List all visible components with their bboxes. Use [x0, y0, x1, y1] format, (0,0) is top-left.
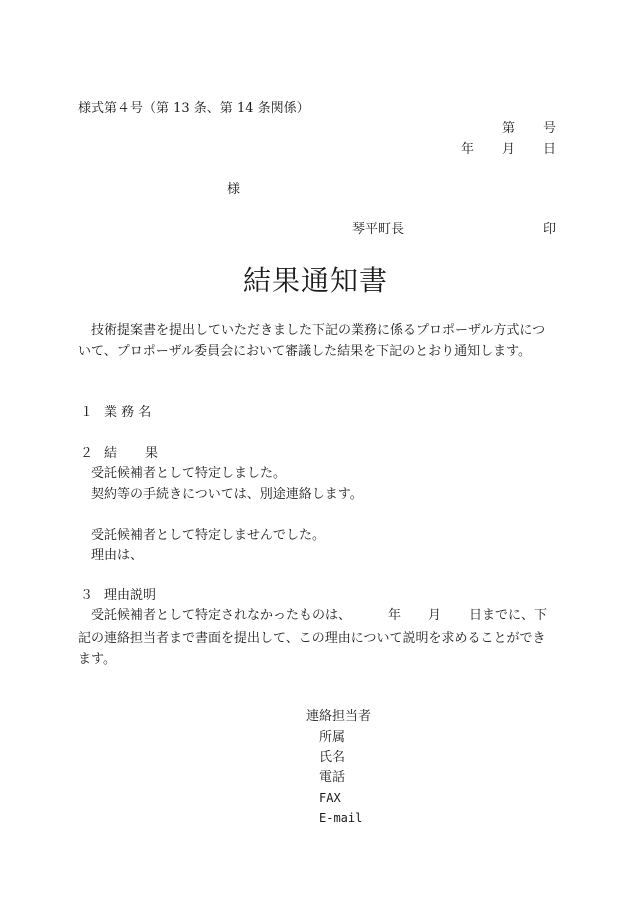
sender-name: 琴平町長 [352, 222, 405, 237]
contact-heading: 連絡担当者 [306, 709, 372, 724]
section3-year: 年 [388, 608, 402, 623]
section3-number: ３ [80, 588, 94, 603]
section2-not-selected-line2: 理由は、 [91, 548, 144, 563]
section2-heading-b: 果 [145, 446, 159, 461]
doc-number-suffix: 号 [543, 121, 557, 136]
date-year: 年 [461, 142, 475, 157]
seal-mark: 印 [543, 222, 557, 237]
recipient-suffix: 様 [227, 182, 241, 197]
contact-field-name: 氏名 [319, 750, 346, 765]
section2-selected-line2: 契約等の手続きについては、別途連絡します。 [91, 487, 363, 502]
section2-selected-line1: 受託候補者として特定しました。 [91, 466, 287, 481]
section1-number: １ [80, 405, 94, 420]
section3-text-start: 受託候補者として特定されなかったものは、 [91, 608, 352, 623]
section3-month: 月 [428, 608, 442, 623]
contact-field-fax: FAX [319, 791, 341, 805]
form-label: 様式第４号（第 13 条、第 14 条関係） [78, 101, 310, 116]
contact-field-affiliation: 所属 [319, 730, 346, 745]
section3-heading: 理由説明 [104, 588, 157, 603]
date-month: 月 [502, 142, 516, 157]
section3-text-rest: 記の連絡担当者まで書面を提出して、この理由について説明を求めることができます。 [78, 631, 546, 667]
doc-number-prefix: 第 [502, 121, 516, 136]
contact-field-email: E-mail [319, 811, 363, 825]
document-title: 結果通知書 [243, 264, 389, 297]
section1-heading: 業 務 名 [104, 405, 152, 420]
section2-number: ２ [80, 446, 94, 461]
section3-text-day: 日までに、下 [469, 608, 548, 623]
date-day: 日 [543, 142, 557, 157]
intro-paragraph: 技術提案書を提出していただきました下記の業務に係るプロポーザル方式について、プロポーザル委員会において審議した結果を下記のとおり通知します。 [78, 323, 546, 359]
contact-field-phone: 電話 [319, 770, 346, 785]
section2-not-selected-line1: 受託候補者として特定しませんでした。 [91, 528, 326, 543]
section2-heading-a: 結 [104, 446, 118, 461]
